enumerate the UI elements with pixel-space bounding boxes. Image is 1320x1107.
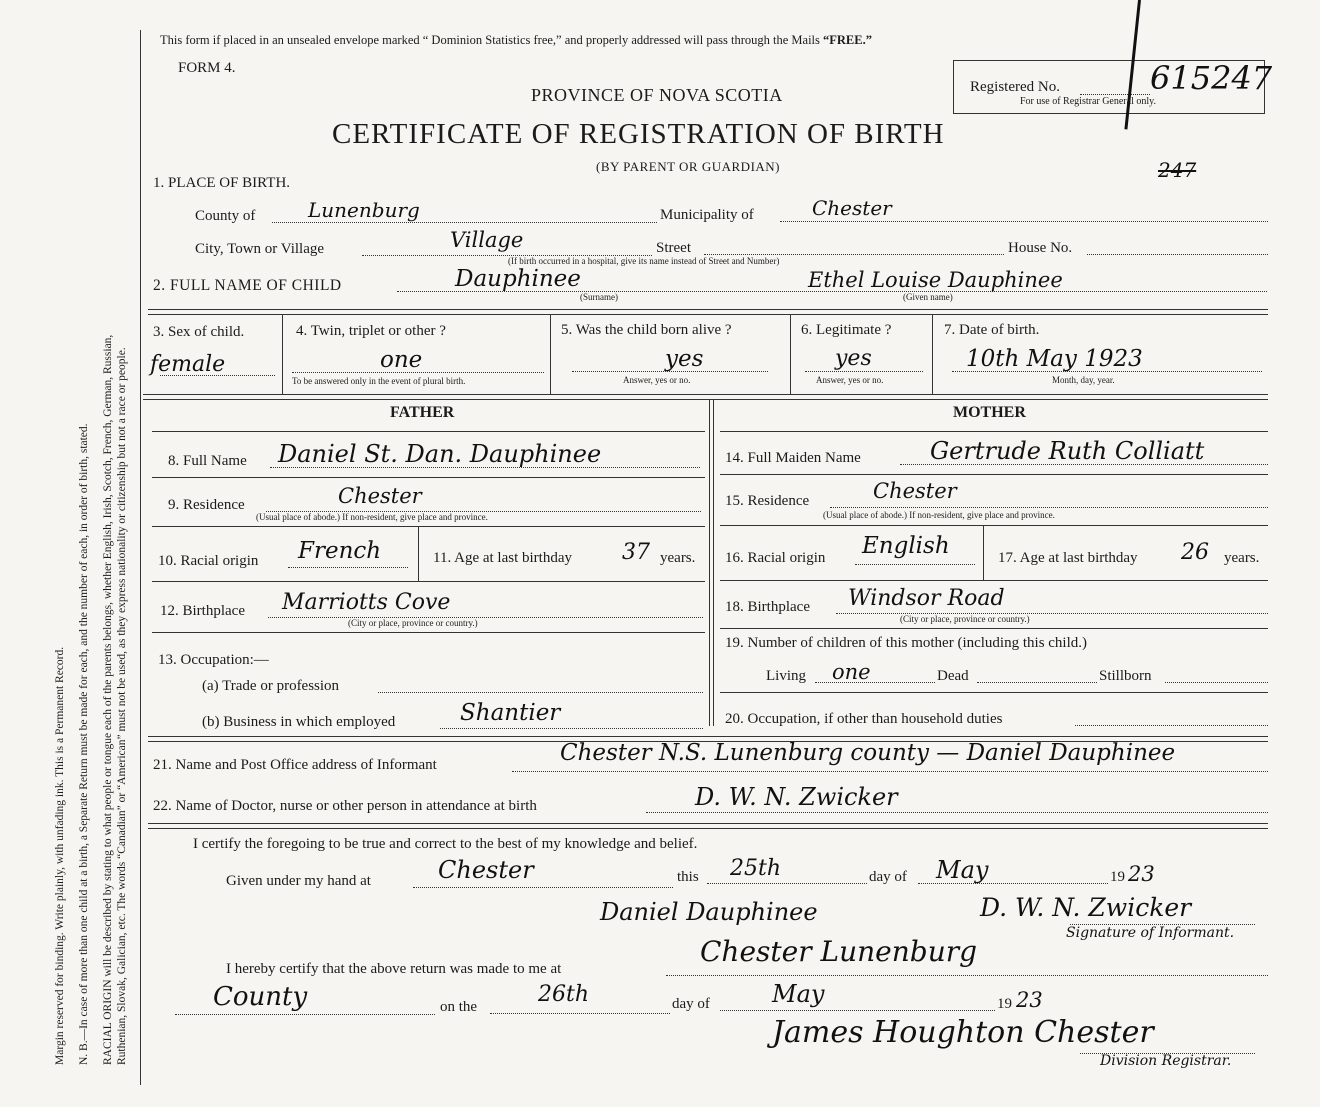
living-value: one <box>832 660 871 684</box>
father-residence-note: (Usual place of abode.) If non-resident, give place and province. <box>256 512 488 522</box>
parents-divider <box>709 399 710 726</box>
divider <box>720 431 1268 432</box>
county-value: Lunenburg <box>308 198 420 222</box>
father-name-value: Daniel St. Dan. Dauphinee <box>278 440 602 468</box>
sex-value: female <box>150 352 226 377</box>
divider <box>143 399 1268 400</box>
house-number-line <box>1087 254 1268 255</box>
mother-residence-label: 15. Residence <box>725 493 810 509</box>
stamp-number: 247 <box>1158 158 1197 182</box>
registrar-day-value: 26th <box>538 982 590 1007</box>
mother-age-value: 26 <box>1181 540 1209 565</box>
alive-label: 5. Was the child born alive ? <box>561 322 732 338</box>
certify-year-prefix: 19 <box>1110 869 1125 885</box>
registrar-month-line <box>720 1010 995 1011</box>
mail-note <box>160 33 872 48</box>
mother-occupation-line <box>1075 725 1268 726</box>
registrar-year-prefix: 19 <box>997 996 1012 1012</box>
alive-value: yes <box>665 346 704 372</box>
certify-month-value: May <box>936 856 989 884</box>
father-residence-value: Chester <box>338 484 422 508</box>
father-age-value: 37 <box>622 540 650 565</box>
registrar-day-of-label: day of <box>672 996 710 1012</box>
divider <box>152 526 705 527</box>
margin-binding-note: Margin reserved for binding. Write plainly, with unfading ink. This is a Permanent Record. <box>54 646 66 1065</box>
divider <box>152 431 705 432</box>
divider <box>152 477 705 478</box>
mother-residence-line <box>830 507 1268 508</box>
father-business-label: (b) Business in which employed <box>202 714 396 730</box>
mother-name-label: 14. Full Maiden Name <box>725 450 861 466</box>
registered-number-value: 615247 <box>1150 59 1273 97</box>
legitimate-value: yes <box>835 346 872 371</box>
row3-divider <box>550 314 551 394</box>
day-line <box>707 883 867 884</box>
divider <box>152 632 705 633</box>
registrar-place-line <box>666 975 1268 976</box>
legitimate-note: Answer, yes or no. <box>816 375 884 385</box>
municipality-label: Municipality of <box>660 207 754 223</box>
divider <box>148 736 1268 737</box>
father-name-label: 8. Full Name <box>168 453 247 469</box>
alive-line <box>572 371 768 372</box>
father-birthplace-line <box>268 617 703 618</box>
divider <box>143 394 1268 395</box>
registrar-county-line <box>175 1014 435 1015</box>
twin-label: 4. Twin, triplet or other ? <box>296 323 446 339</box>
signature-of-informant-label: Signature of Informant. <box>1066 925 1235 941</box>
mail-note-free: “FREE.” <box>823 33 872 47</box>
page-title: CERTIFICATE OF REGISTRATION OF BIRTH <box>332 118 945 150</box>
hospital-note: (If birth occurred in a hospital, give its name instead of Street and Number) <box>508 256 780 266</box>
dob-note: Month, day, year. <box>1052 375 1115 385</box>
divider <box>148 823 1268 824</box>
divider <box>148 828 1268 829</box>
alive-note: Answer, yes or no. <box>623 375 691 385</box>
father-race-line <box>288 567 408 568</box>
mother-birthplace-label: 18. Birthplace <box>725 599 810 615</box>
parents-divider <box>713 399 714 726</box>
surname-note: (Surname) <box>580 292 618 302</box>
division-registrar-label: Division Registrar. <box>1100 1053 1232 1069</box>
registered-number-box <box>953 59 1273 114</box>
father-birthplace-value: Marriotts Cove <box>282 590 451 615</box>
margin-rule <box>140 30 141 1085</box>
mother-heading: MOTHER <box>953 404 1026 421</box>
father-years-label: years. <box>660 550 696 566</box>
dob-label: 7. Date of birth. <box>944 322 1040 338</box>
informant-line <box>512 771 1268 772</box>
mother-residence-note: (Usual place of abode.) If non-resident, give place and province. <box>823 510 1055 520</box>
dob-line <box>952 371 1262 372</box>
informant-signature-2: D. W. N. Zwicker <box>980 893 1192 922</box>
stillborn-label: Stillborn <box>1099 668 1152 684</box>
mother-years-label: years. <box>1224 550 1260 566</box>
margin-nb-note: N. B.—In case of more than one child at a birth, a Separate Return must be made for each, and the number of each, in order of birth, stated. <box>78 423 90 1065</box>
street-line <box>704 254 1004 255</box>
divider <box>720 580 1268 581</box>
father-age-label: 11. Age at last birthday <box>433 550 572 566</box>
legitimate-label: 6. Legitimate ? <box>801 322 892 338</box>
dead-line <box>977 682 1097 683</box>
father-residence-label: 9. Residence <box>168 497 245 513</box>
stillborn-line <box>1165 682 1268 683</box>
child-surname-value: Dauphinee <box>455 266 581 292</box>
divider <box>148 309 1268 310</box>
father-birthplace-label: 12. Birthplace <box>160 603 245 619</box>
dob-value: 10th May 1923 <box>966 346 1143 372</box>
divider <box>148 314 1268 315</box>
certify-day-value: 25th <box>730 856 782 881</box>
certify-year-value: 23 <box>1128 862 1155 886</box>
row3-divider <box>790 314 791 394</box>
father-trade-label: (a) Trade or profession <box>202 678 340 694</box>
registrar-day-line <box>490 1013 670 1014</box>
father-race-value: French <box>298 538 382 564</box>
father-race-label: 10. Racial origin <box>158 553 259 569</box>
father-trade-line <box>378 692 703 693</box>
mail-note-text: This form if placed in an unsealed envelope marked “ Dominion Statistics free,” and properly addressed will pass through the Mails <box>160 33 824 47</box>
margin-racial-note-1: RACIAL ORIGIN will be described by stating to what people or tongue each of the parents belongs, whether English, Irish, Scotch, French, German, Russian, <box>102 334 114 1065</box>
certify-text: I certify the foregoing to be true and correct to the best of my knowledge and belief. <box>193 836 698 852</box>
municipality-line <box>780 221 1268 222</box>
given-under-hand-label: Given under my hand at <box>226 873 371 889</box>
given-name-note: (Given name) <box>903 292 953 302</box>
doctor-value: D. W. N. Zwicker <box>695 783 898 811</box>
divider <box>720 525 1268 526</box>
informant-value: Chester N.S. Lunenburg county — Daniel Dauphinee <box>560 740 1176 766</box>
doctor-label: 22. Name of Doctor, nurse or other person in attendance at birth <box>153 798 537 814</box>
municipality-value: Chester <box>812 196 892 220</box>
this-label: this <box>677 869 699 885</box>
given-place-line <box>413 887 673 888</box>
city-value: Village <box>450 228 524 252</box>
city-label: City, Town or Village <box>195 241 325 257</box>
place-of-birth-heading: 1. PLACE OF BIRTH. <box>153 175 291 191</box>
informant-label: 21. Name and Post Office address of Informant <box>153 757 437 773</box>
father-business-line <box>440 728 703 729</box>
reg-dots <box>1080 94 1150 95</box>
father-heading: FATHER <box>390 404 455 421</box>
living-label: Living <box>766 668 806 684</box>
legitimate-line <box>805 371 923 372</box>
registrar-year-value: 23 <box>1016 988 1043 1012</box>
child-name-label: 2. FULL NAME OF CHILD <box>153 277 342 294</box>
given-place-value: Chester <box>438 856 534 884</box>
sex-label: 3. Sex of child. <box>153 324 245 340</box>
child-given-name-value: Ethel Louise Dauphinee <box>808 268 1063 292</box>
row3-divider <box>282 314 283 394</box>
page-subtitle: (BY PARENT OR GUARDIAN) <box>596 159 781 174</box>
mother-birthplace-note: (City or place, province or country.) <box>900 614 1030 624</box>
divider <box>418 526 419 581</box>
mother-residence-value: Chester <box>873 479 957 503</box>
county-line <box>272 222 657 223</box>
twin-line <box>292 372 544 373</box>
mother-age-label: 17. Age at last birthday <box>998 550 1138 566</box>
divider <box>720 474 1268 475</box>
dead-label: Dead <box>937 668 969 684</box>
street-label: Street <box>656 240 691 256</box>
father-business-value: Shantier <box>460 700 561 726</box>
father-occupation-label: 13. Occupation:— <box>158 652 269 668</box>
registrar-certify-text: I hereby certify that the above return was made to me at <box>226 961 562 977</box>
twin-note: To be answered only in the event of plural birth. <box>292 376 466 386</box>
mother-name-value: Gertrude Ruth Colliatt <box>930 437 1205 465</box>
doctor-line <box>646 812 1268 813</box>
divider <box>720 692 1268 693</box>
mother-children-label: 19. Number of children of this mother (including this child.) <box>725 635 1088 651</box>
sex-line <box>160 375 275 376</box>
mother-birthplace-value: Windsor Road <box>848 586 1005 611</box>
registered-number-label: Registered No. <box>970 79 1060 95</box>
registrar-on-the-label: on the <box>440 999 478 1015</box>
mother-occupation-label: 20. Occupation, if other than household duties <box>725 711 1003 727</box>
divider <box>983 525 984 580</box>
day-of-label: day of <box>869 869 907 885</box>
margin-racial-note-2: Ruthenian, Slovak, Galician, etc. The words “Canadian” or “American” must not be used, as they express nationality or citizenship but not a race or people. <box>116 347 128 1065</box>
division-registrar-signature: James Houghton Chester <box>772 1015 1154 1050</box>
divider <box>720 628 1268 629</box>
informant-signature-1: Daniel Dauphinee <box>600 898 818 926</box>
registrar-month-value: May <box>772 980 825 1008</box>
divider <box>152 581 705 582</box>
mother-race-label: 16. Racial origin <box>725 550 826 566</box>
province-heading: PROVINCE OF NOVA SCOTIA <box>531 85 783 105</box>
registrar-county-value: County <box>213 982 308 1012</box>
county-label: County of <box>195 208 256 224</box>
father-birthplace-note: (City or place, province or country.) <box>348 618 478 628</box>
registrar-use-note: For use of Registrar General only. <box>1020 96 1156 107</box>
mother-race-value: English <box>862 533 950 559</box>
house-number-label: House No. <box>1008 240 1073 256</box>
form-number: FORM 4. <box>178 60 236 76</box>
row3-divider <box>932 314 933 394</box>
twin-value: one <box>380 347 423 373</box>
registrar-place-value: Chester Lunenburg <box>700 935 978 968</box>
mother-race-line <box>855 564 975 565</box>
